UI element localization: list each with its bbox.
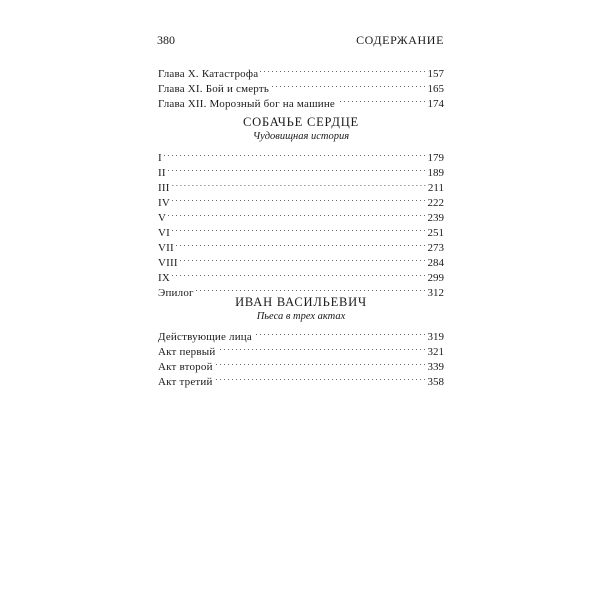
toc-entry [158,146,444,164]
section-subtitle: Чудовищная история [252,131,350,142]
toc-entry-page: 319 [427,331,444,343]
running-title: СОДЕРЖАНИЕ [356,33,444,47]
toc-entry-label: Глава XI. Бой и смерть [158,83,270,95]
toc-entry [158,236,444,254]
toc-entry-page: 222 [427,197,444,209]
toc-entry [158,176,444,194]
page-header [157,33,444,51]
toc-entry-page: 312 [427,287,444,299]
toc-entry-label: Акт второй [158,361,213,373]
toc-top-list [158,62,444,110]
toc-entry-page: 299 [427,272,444,284]
toc-entry-label: Глава XII. Морозный бог на машине [158,98,335,110]
toc-entry-page: 284 [427,257,444,269]
dot-leader [215,370,426,385]
toc-entry [158,206,444,224]
dot-leader [215,355,426,370]
toc-entry [158,191,444,209]
dot-leader [164,146,426,161]
toc-entry-label: III [158,182,170,194]
toc-entry-label: VII [158,242,174,254]
toc-entry [158,62,444,80]
dot-leader [172,221,425,236]
toc-entry-page: 273 [427,242,444,254]
toc-entry-page: 339 [427,361,444,373]
dot-leader [217,340,425,355]
toc-entry-label: II [158,167,166,179]
toc-entry [158,251,444,269]
toc-entry-page: 189 [427,167,444,179]
toc-entry [158,161,444,179]
toc-entry [158,266,444,284]
toc-entry-page: 251 [427,227,444,239]
toc-entry-label: I [158,152,162,164]
toc-section-list [158,325,444,388]
toc-entry [158,221,444,239]
toc-entry-page: 211 [427,182,444,194]
page-number: 380 [157,33,175,47]
section-title: ИВАН ВАСИЛЬЕВИЧ [235,295,367,309]
toc-section-list [158,146,444,299]
toc-entry-page: 174 [427,98,444,110]
toc-entry-label: Действующие лица [158,331,252,343]
toc-entry [158,281,444,299]
dot-leader [260,62,425,77]
dot-leader [176,236,426,251]
toc-entry-page: 165 [427,83,444,95]
toc-entry-page: 157 [427,68,444,80]
dot-leader [337,92,426,107]
dot-leader [271,77,425,92]
toc-entry-label: VI [158,227,171,239]
dot-leader [254,325,426,340]
toc-entry [158,325,444,343]
toc-entry-label: VIII [158,257,178,269]
toc-entry-page: 239 [427,212,444,224]
toc-entry-label: V [158,212,167,224]
toc-entry-label: Акт третий [158,376,213,388]
toc-entry-label: IV [158,197,171,209]
toc-entry-label: Эпилог [158,287,194,299]
section-subtitle: Пьеса в трех актах [256,311,346,322]
dot-leader [168,161,426,176]
dot-leader [168,206,425,221]
section-title: СОБАЧЬЕ СЕРДЦЕ [243,115,359,129]
toc-entry-label: Акт первый [158,346,216,358]
toc-entry-label: IX [158,272,171,284]
dot-leader [196,281,426,296]
dot-leader [172,176,426,191]
dot-leader [180,251,426,266]
toc-entry-page: 358 [427,376,444,388]
toc-entry-label: Глава X. Катастрофа [158,68,259,80]
dot-leader [172,191,425,206]
toc-entry-page: 321 [427,346,444,358]
dot-leader [172,266,425,281]
toc-entry-page: 179 [427,152,444,164]
